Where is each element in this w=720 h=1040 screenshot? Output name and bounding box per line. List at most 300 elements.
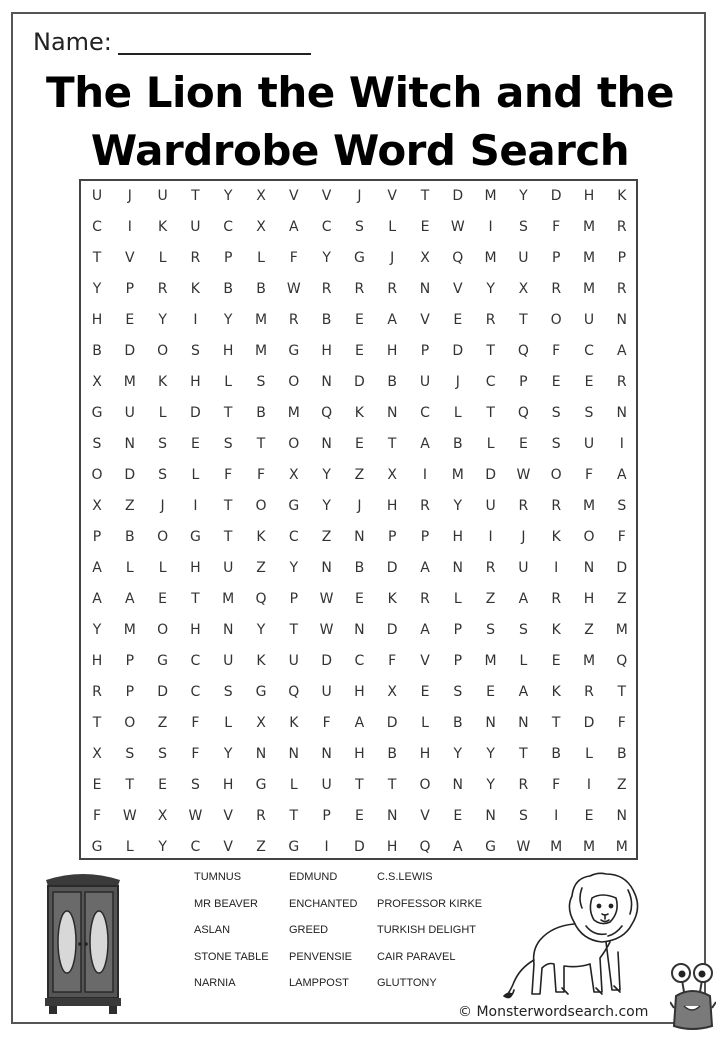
grid-letter: L — [453, 591, 462, 607]
grid-letter: T — [256, 436, 266, 452]
grid-letter: A — [387, 312, 397, 328]
grid-letter: B — [452, 436, 463, 452]
grid-letter: K — [190, 281, 200, 297]
grid-letter: I — [488, 219, 493, 235]
grid-letter: L — [257, 250, 265, 266]
grid-letter: Z — [617, 591, 627, 607]
grid-letter: P — [519, 374, 528, 390]
grid-letter: H — [386, 343, 398, 359]
grid-letter: L — [158, 560, 167, 576]
grid-letter: F — [191, 715, 200, 731]
grid-letter: S — [551, 436, 561, 452]
grid-letter: Q — [321, 405, 333, 421]
grid-letter: X — [157, 808, 168, 824]
grid-letter: D — [124, 343, 136, 359]
grid-letter: R — [485, 312, 496, 328]
grid-letter: W — [450, 219, 465, 235]
grid-letter: R — [157, 281, 168, 297]
grid-letter: E — [551, 374, 561, 390]
grid-letter: L — [453, 405, 462, 421]
grid-letter: P — [223, 250, 233, 266]
word-list — [194, 871, 494, 1011]
grid-letter: S — [486, 622, 496, 638]
grid-letter: E — [453, 312, 463, 328]
grid-letter: P — [617, 250, 627, 266]
grid-letter: X — [92, 498, 102, 514]
grid-letter: G — [91, 839, 103, 855]
grid-letter: L — [224, 715, 233, 731]
grid-letter: N — [321, 436, 332, 452]
grid-letter: W — [319, 591, 334, 607]
grid-letter: M — [123, 622, 136, 638]
grid-letter: S — [223, 684, 233, 700]
word-list-item: GREED — [289, 924, 329, 936]
grid-letter: C — [223, 219, 234, 235]
grid-letter: S — [518, 622, 528, 638]
grid-letter: W — [319, 622, 334, 638]
grid-letter: S — [190, 777, 200, 793]
grid-letter: Q — [255, 591, 267, 607]
grid-letter: M — [123, 374, 136, 390]
grid-letter: B — [223, 281, 233, 297]
grid-letter: X — [420, 250, 430, 266]
name-input-line[interactable] — [118, 53, 311, 55]
grid-letter: N — [616, 312, 628, 328]
grid-letter: T — [223, 498, 233, 514]
grid-letter: Y — [453, 498, 463, 514]
grid-letter: C — [420, 405, 430, 421]
grid-letter: W — [286, 281, 301, 297]
monster-mascot — [670, 962, 716, 1032]
grid-letter: I — [193, 498, 198, 514]
word-list-item: TUMNUS — [194, 871, 242, 883]
grid-letter: W — [516, 467, 531, 483]
grid-letter: N — [518, 715, 529, 731]
grid-letter: U — [223, 653, 234, 669]
grid-letter: M — [582, 219, 596, 235]
grid-letter: N — [288, 746, 300, 762]
grid-letter: A — [92, 560, 102, 576]
grid-letter: L — [125, 839, 134, 855]
grid-letter: E — [453, 808, 463, 824]
grid-letter: K — [551, 529, 561, 545]
grid-letter: N — [255, 746, 267, 762]
grid-letter: R — [190, 250, 201, 266]
grid-letter: I — [554, 808, 559, 824]
grid-letter: E — [125, 312, 135, 328]
grid-letter: H — [386, 498, 398, 514]
grid-letter: D — [157, 684, 168, 700]
grid-letter: G — [255, 684, 267, 700]
grid-letter: C — [321, 219, 332, 235]
grid-letter: V — [289, 188, 299, 204]
grid-letter: S — [158, 436, 168, 452]
grid-letter: Y — [289, 560, 299, 576]
grid-letter: R — [551, 591, 562, 607]
word-list-item: ENCHANTED — [289, 897, 358, 910]
grid-letter: E — [486, 684, 496, 700]
grid-letter: L — [289, 777, 298, 793]
grid-letter: D — [616, 560, 628, 576]
grid-letter: I — [324, 839, 329, 855]
grid-letter: M — [615, 839, 628, 855]
grid-letter: V — [453, 281, 463, 297]
grid-letter: U — [157, 188, 168, 204]
grid-letter: T — [223, 529, 233, 545]
grid-letter: M — [550, 839, 563, 855]
grid-letter: A — [125, 591, 135, 607]
grid-letter: O — [288, 374, 300, 390]
grid-letter: X — [518, 281, 529, 297]
copyright-credit: © Monsterwordsearch.com — [458, 1004, 649, 1020]
grid-letter: S — [551, 405, 561, 421]
grid-letter: Z — [256, 560, 266, 576]
grid-letter: Y — [223, 188, 233, 204]
grid-letter: U — [419, 374, 431, 390]
grid-letter: N — [452, 777, 464, 793]
grid-letter: P — [125, 653, 135, 669]
grid-letter: D — [583, 715, 595, 731]
grid-letter: Q — [419, 839, 431, 855]
grid-letter: N — [354, 622, 365, 638]
grid-letter: G — [353, 250, 365, 266]
grid-letter: M — [287, 405, 300, 421]
grid-letter: J — [521, 529, 526, 545]
grid-letter: H — [354, 746, 365, 762]
grid-letter: Y — [486, 777, 495, 793]
grid-letter: K — [387, 591, 397, 607]
grid-letter: Z — [584, 622, 594, 638]
grid-letter: T — [519, 312, 528, 328]
grid-letter: M — [254, 312, 268, 328]
grid-letter: L — [486, 436, 495, 452]
grid-letter: N — [124, 436, 136, 452]
grid-letter: L — [224, 374, 233, 390]
grid-letter: T — [289, 808, 299, 824]
grid-letter: Q — [517, 343, 529, 359]
grid-letter: P — [92, 529, 102, 545]
grid-letter: C — [288, 529, 299, 545]
grid-letter: N — [222, 622, 234, 638]
grid-letter: T — [486, 343, 495, 359]
grid-letter: C — [190, 839, 201, 855]
grid-letter: N — [485, 715, 496, 731]
grid-letter: Y — [223, 312, 233, 328]
grid-letter: S — [584, 405, 594, 421]
grid-letter: N — [616, 405, 628, 421]
word-list-item: PENVENSIE — [289, 950, 352, 963]
grid-letter: V — [420, 312, 430, 328]
grid-letter: U — [518, 560, 529, 576]
grid-letter: V — [321, 188, 332, 204]
grid-letter: P — [453, 622, 463, 638]
word-list-item: GLUTTONY — [377, 977, 437, 989]
grid-letter: X — [387, 684, 397, 700]
grid-letter: D — [321, 653, 332, 669]
page-title — [20, 64, 700, 180]
grid-letter: N — [485, 808, 496, 824]
grid-letter: C — [190, 684, 201, 700]
grid-letter: P — [125, 281, 135, 297]
grid-letter: I — [488, 529, 493, 545]
grid-letter: R — [584, 684, 594, 700]
grid-letter: D — [386, 715, 398, 731]
name-label: Name: — [33, 28, 112, 56]
grid-letter: Z — [256, 839, 266, 855]
grid-letter: M — [615, 622, 628, 638]
grid-letter: I — [127, 219, 132, 235]
grid-letter: R — [551, 498, 562, 514]
grid-letter: Y — [322, 498, 331, 514]
grid-letter: Y — [322, 467, 331, 483]
grid-letter: L — [421, 715, 429, 731]
grid-letter: E — [354, 312, 364, 328]
word-list-item: STONE TABLE — [194, 950, 269, 963]
grid-letter: X — [387, 467, 397, 483]
grid-letter: S — [354, 219, 364, 235]
grid-letter: M — [582, 250, 596, 266]
grid-letter: B — [616, 746, 627, 762]
word-list-item: ASLAN — [194, 924, 231, 936]
grid-letter: O — [91, 467, 103, 483]
grid-letter: N — [321, 374, 332, 390]
grid-letter: H — [190, 622, 201, 638]
grid-letter: Q — [452, 250, 464, 266]
grid-letter: P — [551, 250, 561, 266]
grid-letter: D — [452, 188, 464, 204]
grid-letter: K — [158, 219, 168, 235]
grid-letter: C — [354, 653, 365, 669]
grid-letter: K — [551, 622, 561, 638]
grid-letter: K — [256, 653, 266, 669]
grid-letter: V — [420, 653, 430, 669]
grid-letter: E — [92, 777, 102, 793]
grid-letter: I — [554, 560, 559, 576]
grid-letter: D — [386, 560, 398, 576]
word-list-item: NARNIA — [194, 977, 236, 989]
grid-letter: Y — [486, 281, 495, 297]
grid-letter: D — [190, 405, 201, 421]
grid-letter: J — [390, 250, 395, 266]
grid-letter: S — [518, 808, 528, 824]
grid-letter: U — [288, 653, 299, 669]
grid-letter: R — [354, 281, 365, 297]
grid-letter: M — [254, 343, 268, 359]
grid-letter: T — [223, 405, 233, 421]
grid-letter: N — [386, 405, 398, 421]
grid-letter: U — [223, 560, 234, 576]
grid-letter: P — [289, 591, 299, 607]
grid-letter: I — [422, 467, 428, 483]
grid-letter: P — [420, 529, 430, 545]
grid-letter: Y — [92, 281, 102, 297]
grid-letter: X — [289, 467, 299, 483]
grid-letter: P — [453, 653, 463, 669]
grid-letter: Z — [354, 467, 365, 483]
grid-letter: M — [582, 653, 596, 669]
grid-letter: Z — [125, 498, 135, 514]
grid-letter: E — [518, 436, 528, 452]
word-list-item: TURKISH DELIGHT — [377, 924, 477, 936]
grid-letter: S — [256, 374, 266, 390]
grid-letter: G — [288, 839, 300, 855]
grid-letter: V — [223, 839, 233, 855]
grid-letter: O — [550, 467, 562, 483]
grid-letter: Y — [223, 746, 233, 762]
grid-letter: O — [157, 622, 169, 638]
wardrobe-illustration — [40, 870, 126, 1016]
grid-letter: A — [289, 219, 299, 235]
grid-letter: L — [388, 219, 397, 235]
grid-letter: K — [617, 188, 627, 204]
grid-letter: R — [551, 281, 562, 297]
grid-letter: C — [584, 343, 594, 359]
grid-letter: E — [354, 343, 364, 359]
grid-letter: O — [288, 436, 300, 452]
grid-letter: E — [584, 374, 594, 390]
grid-letter: T — [519, 746, 528, 762]
grid-letter: X — [256, 219, 266, 235]
grid-letter: D — [452, 343, 464, 359]
grid-letter: Q — [288, 684, 300, 700]
grid-letter: M — [484, 250, 497, 266]
word-list-item: MR BEAVER — [194, 897, 258, 910]
grid-letter: F — [552, 219, 561, 235]
grid-letter: X — [256, 188, 266, 204]
grid-letter: O — [550, 312, 562, 328]
grid-letter: N — [583, 560, 595, 576]
grid-letter: M — [484, 653, 497, 669]
grid-letter: S — [125, 746, 135, 762]
grid-letter: Y — [453, 746, 463, 762]
grid-letter: M — [484, 188, 497, 204]
grid-letter: J — [160, 498, 165, 514]
grid-letter: Y — [92, 622, 102, 638]
grid-letter: H — [222, 343, 234, 359]
grid-letter: E — [354, 436, 364, 452]
grid-letter: U — [91, 188, 103, 204]
grid-letter: L — [519, 653, 528, 669]
grid-letter: T — [486, 405, 495, 421]
grid-letter: H — [354, 684, 365, 700]
grid-letter: M — [582, 281, 596, 297]
grid-letter: B — [387, 746, 397, 762]
lion-illustration — [502, 868, 652, 1010]
grid-letter: T — [551, 715, 561, 731]
grid-letter: L — [158, 250, 167, 266]
grid-letter: O — [255, 498, 267, 514]
grid-letter: Q — [517, 405, 529, 421]
grid-letter: B — [551, 746, 561, 762]
grid-letter: R — [485, 560, 496, 576]
word-list-item: EDMUND — [289, 871, 338, 883]
grid-letter: V — [387, 188, 397, 204]
grid-letter: B — [92, 343, 102, 359]
grid-letter: T — [92, 250, 102, 266]
grid-letter: U — [321, 777, 332, 793]
grid-letter: H — [583, 188, 595, 204]
grid-letter: M — [582, 498, 596, 514]
grid-letter: B — [452, 715, 463, 731]
grid-letter: H — [419, 746, 431, 762]
grid-letter: F — [191, 746, 200, 762]
grid-letter: H — [321, 343, 332, 359]
grid-letter: T — [420, 188, 430, 204]
grid-letter: Q — [616, 653, 628, 669]
grid-letter: G — [157, 653, 169, 669]
grid-letter: L — [158, 405, 167, 421]
grid-letter: L — [191, 467, 200, 483]
grid-letter: E — [420, 684, 430, 700]
grid-letter: H — [583, 591, 595, 607]
grid-letter: S — [617, 498, 627, 514]
grid-letter: T — [617, 684, 627, 700]
grid-letter: M — [222, 591, 235, 607]
grid-letter: T — [387, 436, 397, 452]
grid-letter: N — [386, 808, 398, 824]
grid-letter: R — [387, 281, 398, 297]
grid-letter: O — [157, 529, 169, 545]
word-list-item: LAMPPOST — [289, 977, 349, 989]
grid-letter: L — [125, 560, 134, 576]
grid-letter: X — [256, 715, 266, 731]
grid-letter: F — [92, 808, 102, 824]
grid-letter: P — [125, 684, 135, 700]
grid-letter: T — [387, 777, 397, 793]
grid-letter: K — [551, 684, 561, 700]
grid-letter: U — [583, 436, 595, 452]
grid-letter: U — [190, 219, 201, 235]
grid-letter: Z — [157, 715, 168, 731]
grid-letter: Y — [158, 839, 167, 855]
grid-letter: B — [321, 312, 332, 328]
grid-letter: B — [354, 560, 365, 576]
grid-letter: E — [584, 808, 594, 824]
grid-letter: V — [125, 250, 135, 266]
grid-letter: M — [582, 839, 596, 855]
grid-letter: H — [91, 312, 103, 328]
grid-letter: S — [518, 219, 528, 235]
grid-letter: U — [321, 684, 332, 700]
grid-letter: Y — [322, 250, 331, 266]
grid-letter: F — [388, 653, 397, 669]
grid-letter: N — [419, 281, 431, 297]
grid-letter: Y — [486, 746, 495, 762]
word-search-grid — [79, 179, 638, 860]
grid-letter: N — [452, 560, 464, 576]
grid-letter: A — [518, 684, 529, 700]
grid-letter: D — [354, 839, 365, 855]
grid-letter: F — [584, 467, 594, 483]
grid-letter: D — [124, 467, 136, 483]
grid-letter: U — [124, 405, 135, 421]
grid-letter: W — [122, 808, 137, 824]
grid-letter: A — [354, 715, 365, 731]
grid-letter: I — [586, 777, 592, 793]
grid-letter: S — [158, 467, 168, 483]
grid-letter: E — [354, 808, 364, 824]
grid-letter: S — [92, 436, 102, 452]
grid-letter: T — [355, 777, 364, 793]
grid-letter: O — [583, 529, 595, 545]
grid-letter: T — [191, 591, 200, 607]
grid-letter: F — [289, 250, 298, 266]
grid-letter: K — [354, 405, 364, 421]
grid-letter: E — [420, 219, 430, 235]
grid-letter: G — [91, 405, 103, 421]
grid-letter: J — [357, 498, 362, 514]
grid-letter: S — [158, 746, 168, 762]
